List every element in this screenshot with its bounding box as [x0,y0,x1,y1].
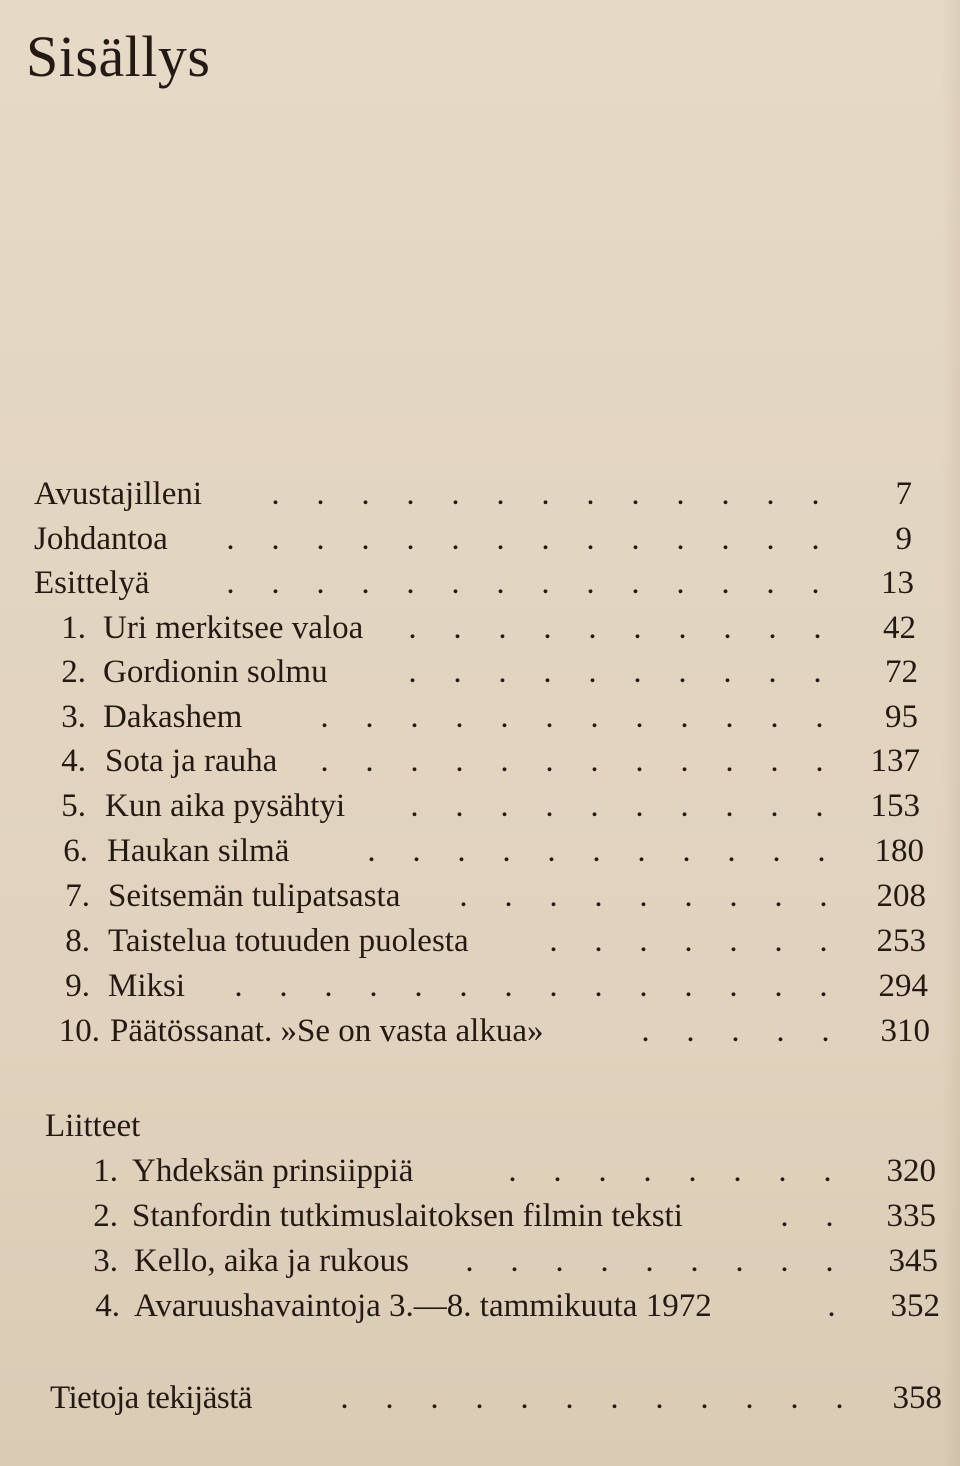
toc-entry-label: Miksi [108,968,186,1004]
toc-entry-page-number: 9 [895,521,912,557]
toc-entry-label: Kello, aika ja rukous [134,1243,409,1279]
toc-entry-page-number: 137 [870,743,920,779]
toc-entry-chapter-8[interactable] [0,921,960,961]
toc-entry-page-number: 42 [883,610,916,646]
toc-entry-esittelya[interactable] [0,563,960,603]
dot-leader: . . . . . . . . . . . . . . [226,521,820,557]
dot-leader: . . . . . . . . . . . . [320,743,824,779]
toc-entry-chapter-10[interactable] [0,1011,960,1051]
dot-leader: . [827,1288,836,1324]
appendices-heading: Liitteet [45,1108,141,1144]
toc-entry-page-number: 153 [870,788,920,824]
toc-entry-chapter-5[interactable] [0,786,960,826]
toc-entry-page-number: 72 [885,654,918,690]
dot-leader: . . . . . . . . . . . . . [271,476,820,512]
toc-entry-label: Avustajilleni [34,476,203,512]
toc-entry-appendix-1[interactable] [0,1151,960,1191]
chapter-number: 5. [61,788,86,824]
toc-entry-label: Haukan silmä [107,833,290,869]
toc-entry-chapter-3[interactable] [0,697,960,737]
dot-leader: . . . . . . . . . . . . . . [234,968,828,1004]
dot-leader: . . . . . . . . . . . . [340,1380,844,1416]
appendix-number: 3. [93,1243,118,1279]
toc-entry-page-number: 335 [886,1198,936,1234]
toc-entry-appendix-2[interactable] [0,1196,960,1236]
toc-entry-label: Yhdeksän prinsiippiä [132,1153,414,1189]
toc-entry-label: Uri merkitsee valoa [103,610,364,646]
toc-entry-page-number: 180 [874,833,924,869]
appendix-number: 1. [93,1153,118,1189]
toc-entry-label: Stanfordin tutkimuslaitoksen filmin teksti [132,1198,683,1234]
toc-entry-page-number: 253 [876,923,926,959]
toc-entry-tietoja-tekijasta[interactable] [0,1378,960,1418]
toc-entry-chapter-4[interactable] [0,741,960,781]
chapter-number: 8. [65,923,90,959]
toc-entry-appendix-3[interactable] [0,1241,960,1281]
dot-leader: . . . . . . . . . . [408,610,822,646]
appendix-number: 4. [95,1288,120,1324]
toc-entry-chapter-6[interactable] [0,831,960,871]
dot-leader: . . . . . . . . . . [408,654,822,690]
toc-entry-label: Gordionin solmu [103,654,328,690]
dot-leader: . . . . . . . . . [465,1243,834,1279]
toc-entry-chapter-2[interactable] [0,652,960,692]
chapter-number: 7. [65,878,90,914]
dot-leader: . . . . . . . . . . . . [320,699,824,735]
toc-entry-page-number: 320 [886,1153,936,1189]
toc-entry-appendix-4[interactable] [0,1286,960,1326]
toc-entry-label: Avaruushavaintoja 3.—8. tammikuuta 1972 [134,1288,712,1324]
toc-entry-label: Esittelyä [34,565,150,601]
chapter-number: 2. [61,654,86,690]
toc-entry-label: Dakashem [103,699,243,735]
chapter-number: 9. [65,968,90,1004]
toc-entry-label: Johdantoa [34,521,168,557]
toc-entry-page-number: 345 [888,1243,938,1279]
toc-entry-chapter-7[interactable] [0,876,960,916]
toc-entry-page-number: 294 [878,968,928,1004]
chapter-number: 6. [63,833,88,869]
chapter-number: 1. [61,610,86,646]
chapter-number: 3. [61,699,86,735]
dot-leader: . . . . . . . . . . . [367,833,826,869]
toc-entry-page-number: 358 [892,1380,942,1416]
toc-entry-page-number: 310 [880,1013,930,1049]
chapter-number: 4. [61,743,86,779]
dot-leader: . . [780,1198,834,1234]
dot-leader: . . . . . . . . . . [410,788,824,824]
dot-leader: . . . . . . . [549,923,828,959]
toc-entry-chapter-1[interactable] [0,608,960,648]
toc-entry-page-number: 95 [885,699,918,735]
toc-entry-page-number: 352 [890,1288,940,1324]
appendix-number: 2. [93,1198,118,1234]
toc-entry-page-number: 7 [895,476,912,512]
toc-entry-label: Kun aika pysähtyi [105,788,346,824]
toc-entry-label: Taistelua totuuden puolesta [108,923,469,959]
dot-leader: . . . . . . . . [508,1153,832,1189]
page-title: Sisällys [26,24,211,89]
toc-entry-page-number: 208 [876,878,926,914]
toc-entry-johdantoa[interactable] [0,519,960,559]
toc-entry-avustajilleni[interactable] [0,474,960,514]
chapter-number: 10. [58,1013,100,1049]
toc-entry-page-number: 13 [881,565,914,601]
dot-leader: . . . . . . . . . [459,878,828,914]
toc-entry-label: Sota ja rauha [105,743,278,779]
dot-leader: . . . . . . . . . . . . . . [226,565,820,601]
toc-entry-label: Päätössanat. »Se on vasta alkua» [110,1013,544,1049]
toc-entry-chapter-9[interactable] [0,966,960,1006]
toc-entry-label: Tietoja tekijästä [50,1380,253,1416]
toc-entry-label: Seitsemän tulipatsasta [108,878,401,914]
dot-leader: . . . . . [641,1013,830,1049]
